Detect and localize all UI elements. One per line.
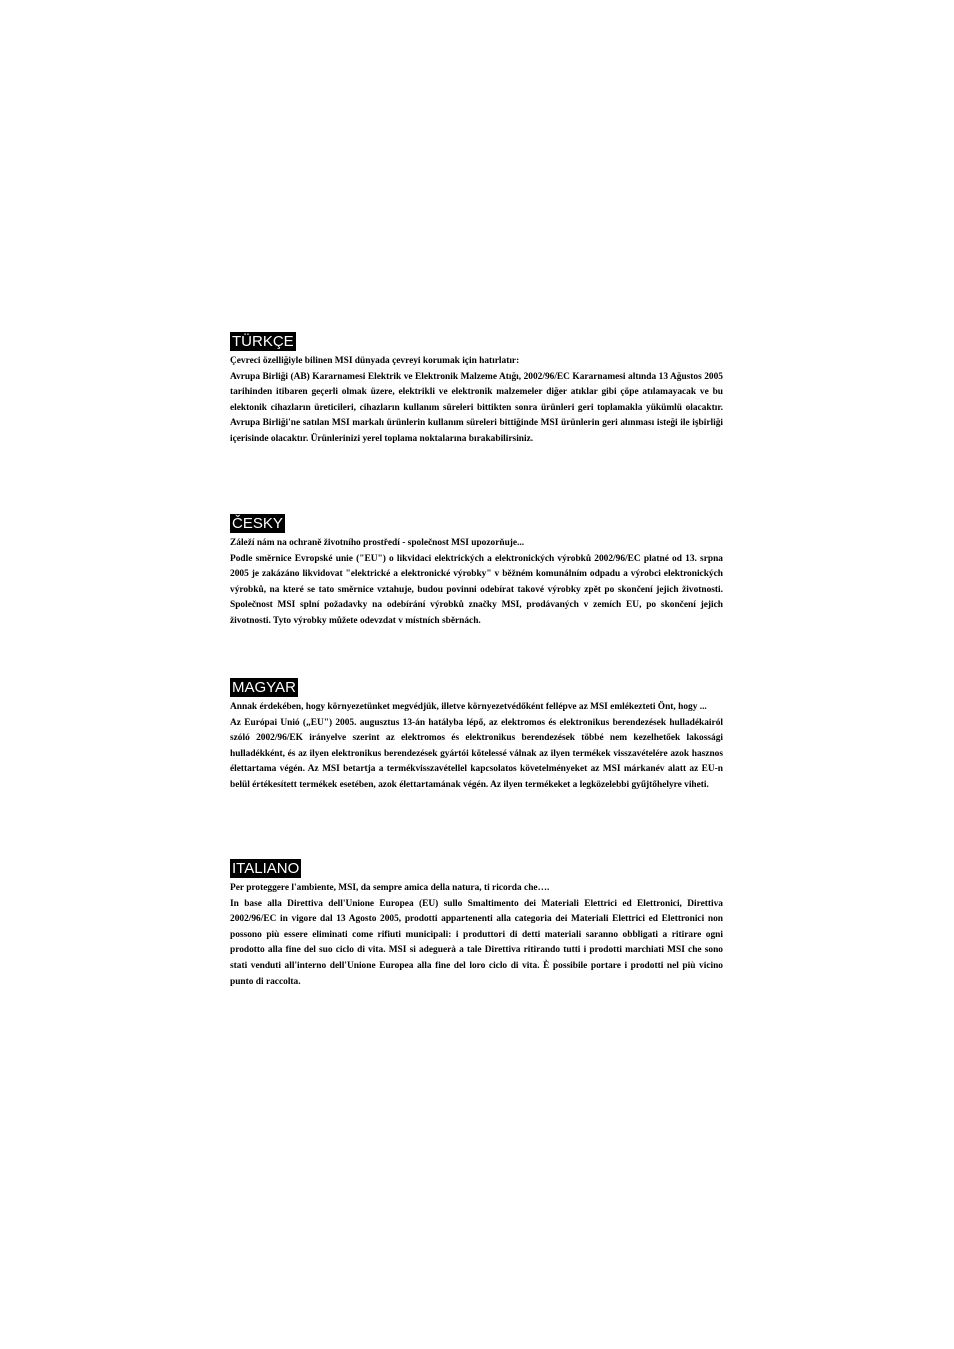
section-intro: Per proteggere l'ambiente, MSI, da sempre amica della natura, ti ricorda che…. [230, 883, 550, 893]
section-body: Podle směrnice Evropské unie ("EU") o likvidaci elektrických a elektronických výrobků 2002/96/EC platné od 13. srpna 2005 je zakázáno likvidovat "elektrické a elektronické výrobky" v běžném komunálním odpadu a výrobci elektronických výrobků, na které se tato směrnice vztahuje, budou povinni odebírat takové výrobky zpět po skončení jejich životnosti. Společnost MSI splní požadavky na odebírání výrobků značky MSI, prodávaných v zemích EU, po skončení jejich životnosti. Tyto výrobky můžete odevzdat v místních sběrnách. [230, 553, 723, 626]
section-italiano [230, 859, 723, 990]
section-intro: Çevreci özelliğiyle bilinen MSI dünyada çevreyi korumak için hatırlatır: [230, 356, 520, 366]
section-heading: TÜRKÇE [232, 333, 294, 350]
section-heading: ČESKY [232, 515, 283, 532]
section-body: Az Európai Unió („EU") 2005. augusztus 13-án hatályba lépő, az elektromos és elektronikus berendezések hulladékairól szóló 2002/96/EK irányelve szerint az elektromos és elektronikus berendezések többé nem kezelhetőek lakossági hulladékként, és az ilyen elektronikus berendezések gyártói kötelessé válnak az ilyen termékek visszavételére azok hasznos élettartama végén. Az MSI betartja a termékvisszavétellel kapcsolatos követelményeket az MSI márkanév alatt az EU-n belül értékesített termékek esetében, azok élettartamának végén. Az ilyen termékeket a legközelebbi gyűjtőhelyre viheti. [230, 717, 723, 790]
document-page [230, 0, 723, 1349]
section-intro: Záleží nám na ochraně životního prostředí - společnost MSI upozorňuje... [230, 538, 525, 548]
section-heading: MAGYAR [232, 679, 296, 696]
section-body: In base alla Direttiva dell'Unione Europea (EU) sullo Smaltimento dei Materiali Elettrici ed Elettronici, Direttiva 2002/96/EC in vigore dal 13 Agosto 2005, prodotti appartenenti alla categoria dei Materiali Elettrici ed Elettronici non possono più essere eliminati come rifiuti municipali: i produttori di detti materiali saranno obbligati a ritirare ogni prodotto alla fine del suo ciclo di vita. MSI si adeguerà a tale Direttiva ritirando tutti i prodotti marchiati MSI che sono stati venduti all'interno dell'Unione Europea alla fine del loro ciclo di vita. È possibile portare i prodotti nel più vicino punto di raccolta. [230, 898, 723, 987]
section-magyar [230, 678, 723, 794]
section-turkce [230, 332, 723, 448]
section-body: Avrupa Birliği (AB) Kararnamesi Elektrik ve Elektronik Malzeme Atığı, 2002/96/EC Kararnamesi altında 13 Ağustos 2005 tarihinden itibaren geçerli olmak üzere, elektrikli ve elektronik malzemeler diğer atıklar gibi çöpe atılamayacak ve bu elektonik cihazların üreticileri, cihazların kullanım süreleri bittikten sonra ürünleri geri toplamakla yükümlü olacaktır. Avrupa Birliği'ne satılan MSI markalı ürünlerin kullanım süreleri bittiğinde MSI ürünlerin geri alınması isteği ile işbirliği içerisinde olacaktır. Ürünlerinizi yerel toplama noktalarına bırakabilirsiniz. [230, 371, 723, 444]
section-cesky [230, 514, 723, 630]
section-intro: Annak érdekében, hogy környezetünket megvédjük, illetve környezetvédőként fellépve az MSI emlékezteti Önt, hogy ... [230, 702, 707, 712]
section-heading: ITALIANO [232, 860, 300, 877]
